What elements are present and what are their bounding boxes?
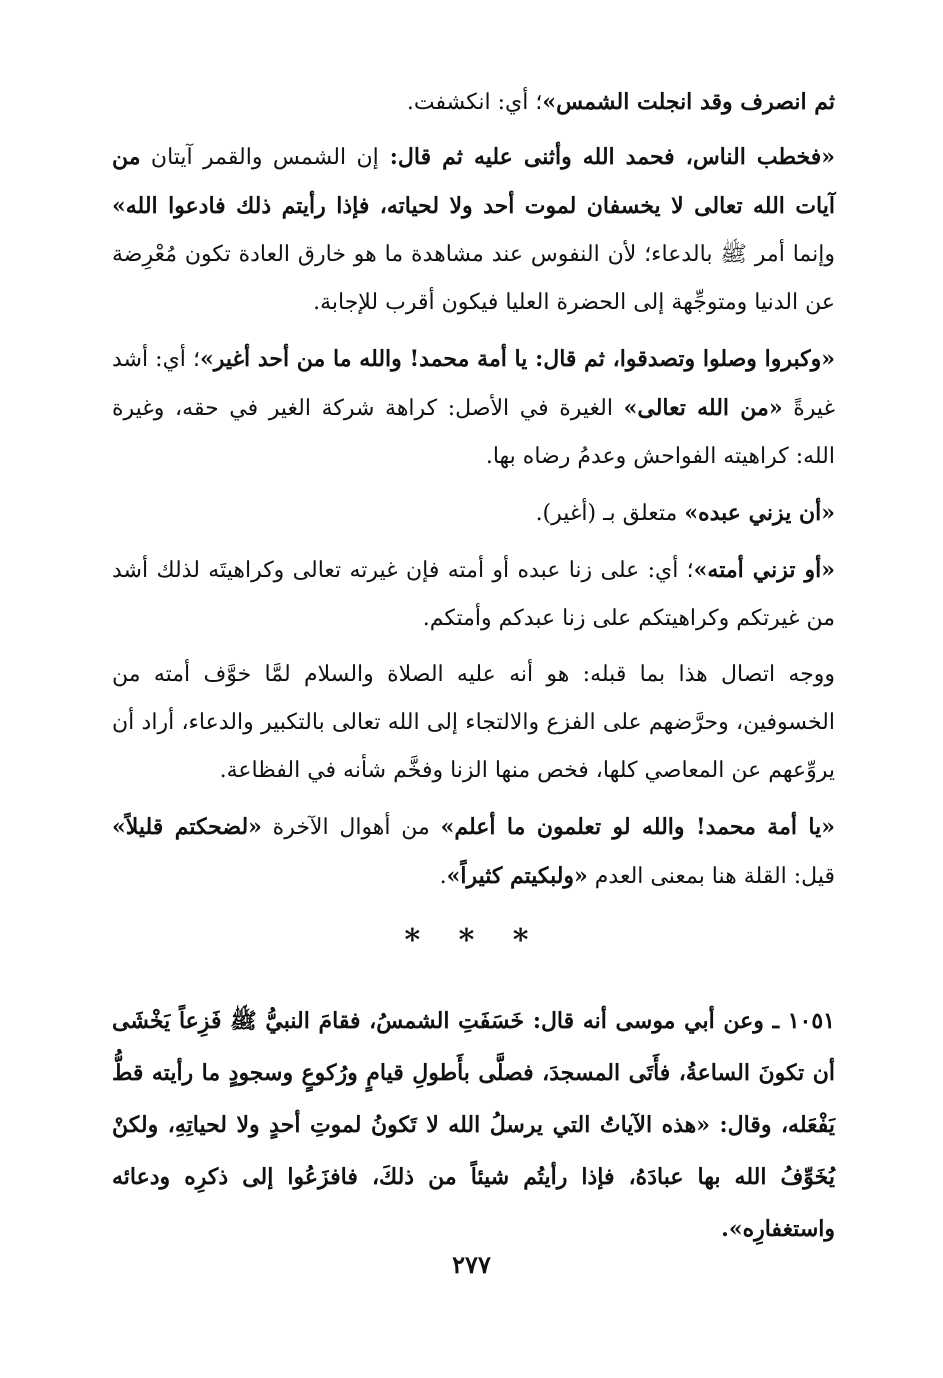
plain-text: .	[439, 864, 447, 889]
bold-text: «من الله تعالى»	[623, 395, 783, 421]
paragraph	[112, 489, 835, 538]
bold-text: «فخطب الناس، فحمد الله وأثنى عليه ثم قال:	[378, 144, 836, 170]
bold-text: «أن يزني عبده»	[684, 500, 835, 526]
paragraph	[112, 546, 835, 643]
page-number: ٢٧٧	[452, 1250, 491, 1279]
plain-text: ؛ أي: انكشفت.	[406, 90, 543, 115]
plain-text: قيل: القلة هنا بمعنى العدم	[587, 864, 835, 889]
bold-text: «أو تزني أمته»	[693, 557, 835, 583]
plain-text: وإنما أمر ﷺ بالدعاء؛ لأن النفوس عند مشاهدة ما هو خارق العادة تكون مُعْرِضة عن الدنيا ومتوجِّهة إلى الحضرة العليا فيكون أقرب للإجابة.	[112, 242, 835, 315]
bold-text: «وكبروا وصلوا وتصدقوا، ثم قال: يا أمة محمد! والله ما من أحد أغير»	[199, 346, 835, 372]
plain-text: ووجه اتصال هذا بما قبله: هو أنه عليه الصلاة والسلام لمَّا خوَّف أمته من الخسوفين، وحرَّضهم على الفزع والالتجاء إلى الله تعالى بالتكبير والدعاء، أراد أن يروِّعهم عن المعاصي كلها، فخص منها الزنا وفخَّم شأنه في الفظاعة.	[112, 662, 835, 783]
bold-text: «لضحكتم قليلاً»	[112, 814, 262, 840]
bold-text: ثم انصرف وقد انجلت الشمس»	[542, 89, 835, 115]
plain-text: ؛ أي: على زنا عبده أو أمته فإن غيرته تعالى وكراهيتَه لذلك أشد من غيرتكم وكراهيتكم على زنا عبدكم وأمتكم.	[112, 558, 835, 631]
bold-text: «يا أمة محمد! والله لو تعلمون ما أعلم»	[440, 814, 835, 840]
plain-text: إن الشمس والقمر آيتان	[140, 145, 379, 170]
paragraph	[112, 78, 835, 127]
paragraph	[112, 651, 835, 795]
hadith-text: ١٠٥١ ـ وعن أبي موسى أنه قال: خَسَفَتِ الشمسُ، فقامَ النبيُّ ﷺ فَزِعاً يَخْشَى أن تكونَ الساعةُ، فأَتَى المسجدَ، فصلَّى بأَطولِ قيامٍ ورُكوعٍ وسجودٍ ما رأيته قطُّ يَفْعَله، وقال: «هذه الآياتُ التي يرسلُ الله لا تَكونُ لموتِ أحدٍ ولا لحياتِهِ، ولكنْ يُخَوِّفُ الله بها عبادَهُ، فإذا رأيتُم شيئاً من ذلكَ، فافزَعُوا إلى ذكرِه ودعائه واستغفارِه».	[112, 1008, 835, 1242]
bold-text: من آيات الله تعالى لا يخسفان لموت أحد ولا لحياته، فإذا رأيتم ذلك فادعوا الله»	[112, 144, 835, 219]
paragraph	[112, 803, 835, 901]
commentary-text	[112, 78, 835, 901]
plain-text: متعلق بـ (أغير).	[535, 501, 685, 526]
plain-text: الغيرة في الأصل: كراهة شركة الغير في حقه، وغيرة الله: كراهيته الفواحش وعدمُ رضاه بها.	[112, 396, 835, 469]
plain-text: ؛ أي: أشد غيرةً	[112, 347, 835, 421]
section-separator: * * *	[404, 923, 543, 958]
paragraph	[112, 335, 835, 481]
paragraph	[112, 133, 835, 327]
bold-text: «ولبكيتم كثيراً»	[446, 863, 588, 889]
plain-text: من أهوال الآخرة	[261, 815, 441, 840]
